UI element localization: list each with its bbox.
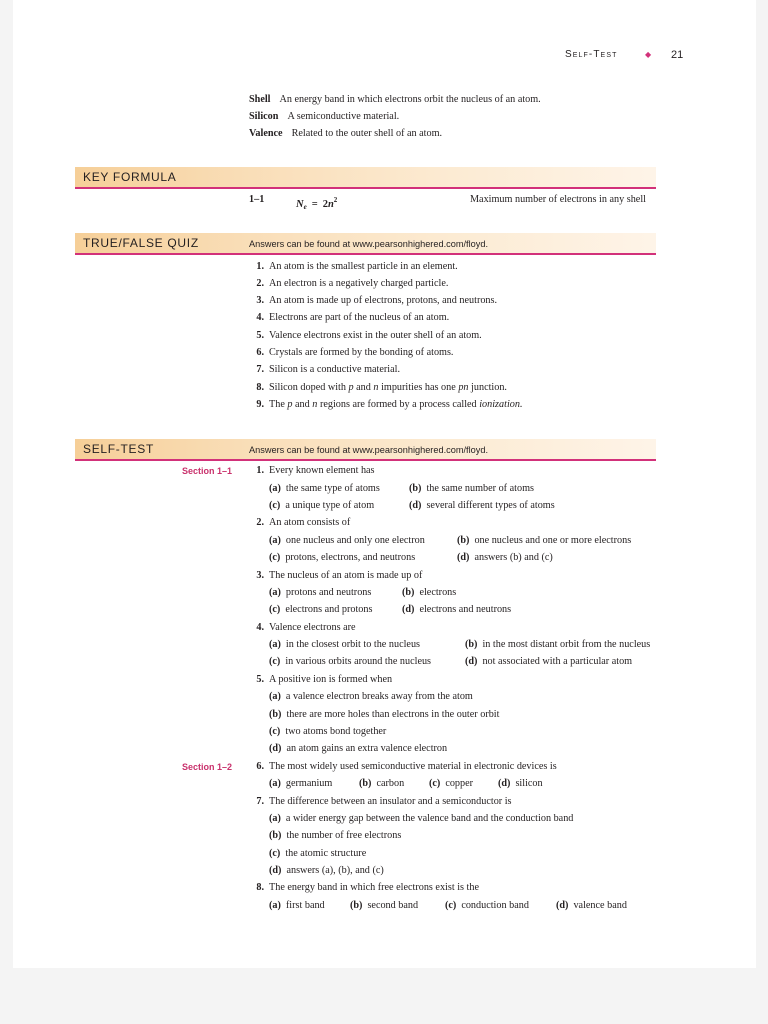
option-text: electrons bbox=[419, 587, 457, 598]
option-label: (a) bbox=[269, 587, 281, 598]
option-text: not associated with a particular atom bbox=[482, 656, 633, 667]
quiz-item-number: 4. bbox=[256, 312, 264, 323]
question-stem: The nucleus of an atom is made up of bbox=[269, 570, 423, 581]
option-label: (a) bbox=[269, 813, 281, 824]
text-segment: The bbox=[269, 399, 288, 410]
question-number: 7. bbox=[256, 796, 264, 807]
true-false-heading: TRUE/FALSE QUIZ bbox=[83, 236, 199, 250]
question-stem: Valence electrons are bbox=[269, 622, 356, 633]
option-text: the number of free electrons bbox=[286, 830, 402, 841]
formula-coefficient: 2 bbox=[322, 199, 328, 210]
option-text: electrons and protons bbox=[285, 604, 373, 615]
formula-symbol: N bbox=[296, 199, 304, 210]
running-title: Self-Test bbox=[565, 49, 618, 60]
quiz-item-number: 1. bbox=[256, 261, 264, 272]
glossary-definition: An energy band in which electrons orbit the nucleus of an atom. bbox=[279, 94, 541, 105]
option-label: (a) bbox=[269, 778, 281, 789]
answers-note: Answers can be found at www.pearsonhighered.com/floyd. bbox=[249, 445, 489, 455]
answer-option bbox=[359, 777, 404, 791]
answer-option bbox=[457, 551, 553, 565]
option-label: (d) bbox=[269, 743, 282, 754]
option-text: a valence electron breaks away from the atom bbox=[285, 691, 473, 702]
italic-term: ionization. bbox=[479, 399, 523, 410]
question-number: 5. bbox=[256, 674, 264, 685]
option-label: (d) bbox=[457, 552, 470, 563]
option-label: (b) bbox=[465, 639, 478, 650]
quiz-item-text: Valence electrons exist in the outer shell of an atom. bbox=[269, 330, 482, 341]
answer-option bbox=[402, 586, 456, 600]
italic-term: n bbox=[373, 382, 379, 393]
option-label: (d) bbox=[269, 865, 282, 876]
option-text: copper bbox=[445, 778, 474, 789]
option-label: (d) bbox=[498, 778, 511, 789]
glossary-definition: A semiconductive material. bbox=[287, 111, 400, 122]
option-text: two atoms bond together bbox=[285, 726, 387, 737]
answer-option bbox=[409, 482, 534, 496]
answer-option bbox=[269, 586, 371, 600]
answers-note: Answers can be found at www.pearsonhighered.com/floyd. bbox=[249, 239, 489, 249]
answer-option bbox=[269, 603, 372, 617]
option-label: (d) bbox=[402, 604, 415, 615]
quiz-item-text: An atom is the smallest particle in an element. bbox=[269, 261, 458, 272]
answer-option bbox=[269, 899, 325, 913]
formula-equals: = bbox=[311, 199, 318, 210]
quiz-item-number: 8. bbox=[256, 382, 264, 393]
answer-option bbox=[457, 534, 631, 548]
question-stem: The energy band in which free electrons exist is the bbox=[269, 882, 479, 893]
answer-option bbox=[269, 499, 374, 513]
option-text: the same number of atoms bbox=[426, 483, 534, 494]
glossary-entry bbox=[249, 127, 442, 141]
text-segment: Silicon doped with bbox=[269, 382, 349, 393]
option-text: a unique type of atom bbox=[285, 500, 375, 511]
option-text: one nucleus and one or more electrons bbox=[474, 535, 632, 546]
answer-option bbox=[269, 812, 573, 826]
answer-option bbox=[269, 847, 366, 861]
answer-option bbox=[350, 899, 418, 913]
option-label: (c) bbox=[269, 726, 281, 737]
option-label: (a) bbox=[269, 691, 281, 702]
option-text: one nucleus and only one electron bbox=[285, 535, 425, 546]
option-label: (b) bbox=[269, 830, 282, 841]
formula-description: Maximum number of electrons in any shell bbox=[470, 194, 646, 205]
answer-option bbox=[269, 829, 401, 843]
answer-option bbox=[409, 499, 555, 513]
glossary-definition: Related to the outer shell of an atom. bbox=[291, 128, 443, 139]
text-segment: impurities has one bbox=[378, 382, 459, 393]
question-stem: Every known element has bbox=[269, 465, 375, 476]
glossary-term: Silicon bbox=[249, 111, 279, 122]
question-number: 6. bbox=[256, 761, 264, 772]
formula-expression bbox=[296, 193, 337, 214]
answer-option bbox=[429, 777, 473, 791]
key-formula-heading: KEY FORMULA bbox=[83, 170, 177, 184]
section-label: Section 1–1 bbox=[182, 466, 233, 476]
page-number: 21 bbox=[671, 49, 684, 61]
answer-option bbox=[269, 655, 431, 669]
option-text: silicon bbox=[515, 778, 543, 789]
quiz-item-number: 6. bbox=[256, 347, 264, 358]
question-stem: The difference between an insulator and a semiconductor is bbox=[269, 796, 512, 807]
option-label: (c) bbox=[445, 900, 457, 911]
quiz-item-text: An atom is made up of electrons, protons, and neutrons. bbox=[269, 295, 498, 306]
option-text: valence band bbox=[573, 900, 627, 911]
answer-option bbox=[269, 725, 386, 739]
option-label: (a) bbox=[269, 639, 281, 650]
quiz-item-number: 9. bbox=[256, 399, 264, 410]
option-label: (d) bbox=[465, 656, 478, 667]
self-test-heading: SELF-TEST bbox=[83, 442, 154, 456]
answer-option bbox=[269, 638, 420, 652]
question-number: 1. bbox=[256, 465, 264, 476]
answer-option bbox=[269, 864, 384, 878]
answer-option bbox=[269, 551, 415, 565]
answer-option bbox=[269, 534, 425, 548]
option-text: in the most distant orbit from the nucleus bbox=[482, 639, 651, 650]
option-text: answers (a), (b), and (c) bbox=[286, 865, 384, 876]
option-label: (b) bbox=[269, 709, 282, 720]
option-text: carbon bbox=[376, 778, 405, 789]
option-label: (a) bbox=[269, 900, 281, 911]
option-text: conduction band bbox=[461, 900, 529, 911]
text-segment: regions are formed by a process called bbox=[317, 399, 480, 410]
option-label: (d) bbox=[409, 500, 422, 511]
quiz-item-number: 3. bbox=[256, 295, 264, 306]
italic-term: p bbox=[348, 382, 354, 393]
glossary-entry bbox=[249, 93, 541, 107]
italic-term: n bbox=[312, 399, 318, 410]
option-label: (b) bbox=[409, 483, 422, 494]
option-text: answers (b) and (c) bbox=[474, 552, 553, 563]
answer-option bbox=[269, 708, 499, 722]
option-label: (b) bbox=[359, 778, 372, 789]
quiz-item-text bbox=[269, 398, 523, 412]
option-text: protons and neutrons bbox=[285, 587, 372, 598]
option-label: (a) bbox=[269, 535, 281, 546]
option-label: (b) bbox=[457, 535, 470, 546]
question-number: 3. bbox=[256, 570, 264, 581]
quiz-item-text: An electron is a negatively charged particle. bbox=[269, 278, 449, 289]
quiz-item-number: 5. bbox=[256, 330, 264, 341]
glossary-entry bbox=[249, 110, 399, 124]
option-label: (c) bbox=[269, 552, 281, 563]
option-label: (c) bbox=[429, 778, 441, 789]
answer-option bbox=[269, 690, 473, 704]
glossary-term: Shell bbox=[249, 94, 271, 105]
answer-option bbox=[445, 899, 529, 913]
answer-option bbox=[556, 899, 627, 913]
option-label: (d) bbox=[556, 900, 569, 911]
question-stem: An atom consists of bbox=[269, 517, 351, 528]
option-text: the atomic structure bbox=[285, 848, 367, 859]
option-text: a wider energy gap between the valence band and the conduction band bbox=[285, 813, 574, 824]
option-text: the same type of atoms bbox=[285, 483, 380, 494]
diamond-icon bbox=[645, 48, 651, 62]
option-text: first band bbox=[285, 900, 325, 911]
option-text: electrons and neutrons bbox=[419, 604, 512, 615]
question-number: 8. bbox=[256, 882, 264, 893]
answer-option bbox=[402, 603, 511, 617]
answer-option bbox=[269, 482, 380, 496]
italic-term: pn bbox=[458, 382, 469, 393]
option-text: there are more holes than electrons in the outer orbit bbox=[286, 709, 500, 720]
quiz-item-text: Crystals are formed by the bonding of atoms. bbox=[269, 347, 454, 358]
option-text: an atom gains an extra valence electron bbox=[286, 743, 448, 754]
quiz-item-text: Electrons are part of the nucleus of an atom. bbox=[269, 312, 450, 323]
option-label: (a) bbox=[269, 483, 281, 494]
option-label: (c) bbox=[269, 604, 281, 615]
option-text: in various orbits around the nucleus bbox=[285, 656, 432, 667]
option-label: (b) bbox=[402, 587, 415, 598]
text-segment: junction. bbox=[468, 382, 507, 393]
self-test-heading-band bbox=[75, 439, 656, 461]
quiz-item-number: 2. bbox=[256, 278, 264, 289]
question-stem: The most widely used semiconductive material in electronic devices is bbox=[269, 761, 557, 772]
text-segment: and bbox=[353, 382, 374, 393]
quiz-item-text bbox=[269, 381, 507, 395]
option-text: several different types of atoms bbox=[426, 500, 555, 511]
option-text: in the closest orbit to the nucleus bbox=[285, 639, 420, 650]
italic-term: p bbox=[287, 399, 293, 410]
question-number: 2. bbox=[256, 517, 264, 528]
option-text: second band bbox=[367, 900, 419, 911]
question-stem: A positive ion is formed when bbox=[269, 674, 393, 685]
true-false-heading-band bbox=[75, 233, 656, 255]
key-formula-heading-band bbox=[75, 167, 656, 189]
option-label: (b) bbox=[350, 900, 363, 911]
answer-option bbox=[465, 655, 632, 669]
glossary-term: Valence bbox=[249, 128, 283, 139]
option-text: germanium bbox=[285, 778, 333, 789]
quiz-item-text: Silicon is a conductive material. bbox=[269, 364, 400, 375]
formula-exponent: 2 bbox=[333, 196, 338, 204]
option-label: (c) bbox=[269, 500, 281, 511]
section-label: Section 1–2 bbox=[182, 762, 233, 772]
answer-option bbox=[269, 777, 332, 791]
question-number: 4. bbox=[256, 622, 264, 633]
formula-subscript: e bbox=[303, 203, 307, 211]
formula-variable: n bbox=[327, 199, 334, 210]
answer-option bbox=[498, 777, 543, 791]
formula-number: 1–1 bbox=[249, 194, 265, 205]
quiz-item-number: 7. bbox=[256, 364, 264, 375]
answer-option bbox=[269, 742, 447, 756]
option-text: protons, electrons, and neutrons bbox=[285, 552, 416, 563]
answer-option bbox=[465, 638, 650, 652]
text-segment: and bbox=[292, 399, 313, 410]
option-label: (c) bbox=[269, 848, 281, 859]
option-label: (c) bbox=[269, 656, 281, 667]
